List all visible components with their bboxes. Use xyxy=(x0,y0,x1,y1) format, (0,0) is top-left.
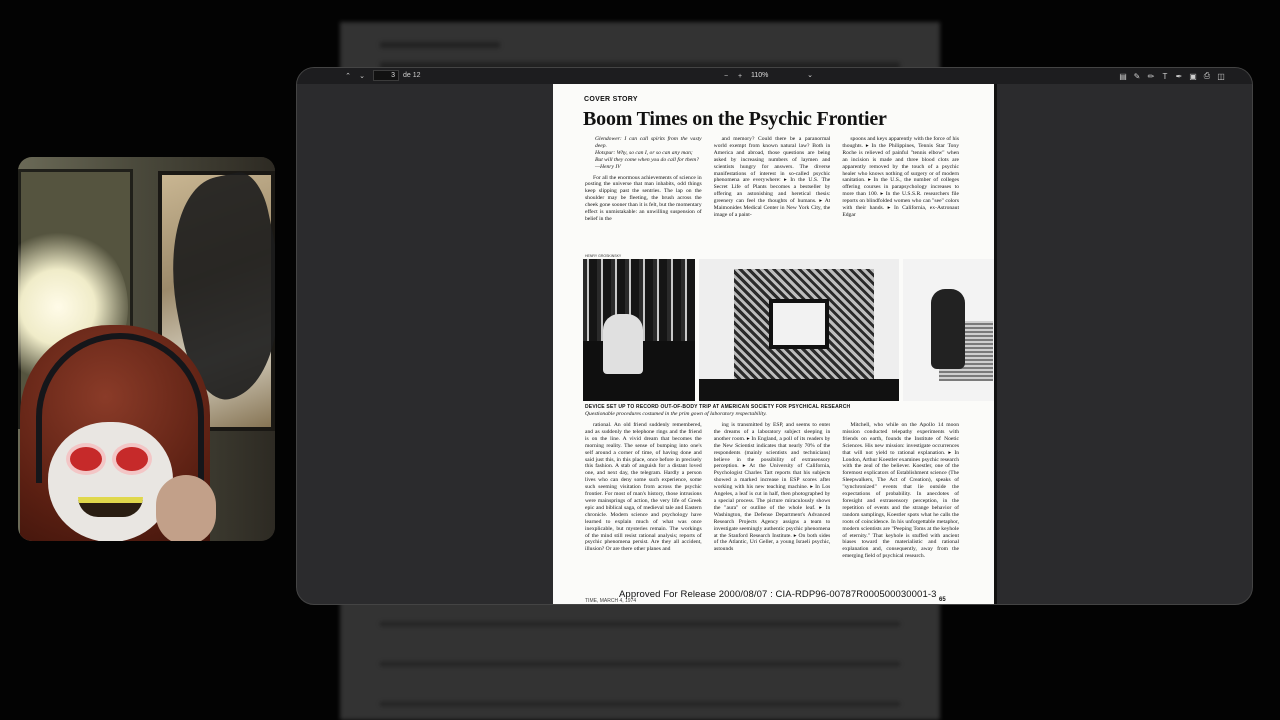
highlight-icon[interactable]: ✏ xyxy=(1147,71,1155,81)
image-icon[interactable]: ▣ xyxy=(1189,71,1197,81)
zoom-out-icon[interactable]: − xyxy=(723,72,729,80)
chevron-up-icon[interactable]: ⌃ xyxy=(345,73,351,80)
column-4 xyxy=(585,422,702,590)
webcam-mask-mouth xyxy=(78,497,143,517)
column-text: Mitchell, who while on the Apollo 14 moon mission conducted telepathy experiments with friends on earth, founds the Institute of Noetic Sciences. His new mission: investigate occurrences that will not yield to rational explanation. ▸ In London, Arthur Koestler examines psychic research with the zeal of the believer. Koestler, one of the foremost explicators of Establishment science (The Sleepwalkers, The Act of Creation), speaks of "synchronized" events that lie outside the expectations of probability. In anecdotes of foresight and extrasensory perception, in the repetition of events and the strange behavior of random samplings, Koestler spots what he calls the roots of coincidence. In his unforgettable metaphor, modern scientists are "Peeping Toms at the keyhole of eternity." That keyhole is stuffed with ancient biases toward the materialistic and rational explanation and, consequently, away from the emerging field of psychical research. xyxy=(842,422,960,560)
page-number: 65 xyxy=(939,597,946,603)
release-stamp: Approved For Release 2000/08/07 : CIA-RDP96-00787R000500030001-3 xyxy=(619,589,937,600)
article-headline: Boom Times on the Psychic Frontier xyxy=(583,108,887,130)
draw-icon[interactable]: ✒ xyxy=(1175,71,1183,81)
page-total-label: de 12 xyxy=(403,72,421,79)
zoom-select[interactable] xyxy=(749,70,817,81)
pdf-viewer-window xyxy=(296,67,1253,605)
right-tools xyxy=(1118,70,1226,82)
edit-icon[interactable]: ✎ xyxy=(1133,71,1141,81)
photo-caption-title: DEVICE SET UP TO RECORD OUT-OF-BODY TRIP AT AMERICAN SOCIETY FOR PSYCHICAL RESEARCH xyxy=(585,404,851,410)
photo-man xyxy=(931,289,965,369)
article-kicker: COVER STORY xyxy=(584,96,638,103)
photo-lab-woman xyxy=(583,259,695,401)
sidebar-icon[interactable]: ◫ xyxy=(1217,71,1225,81)
page-number-input[interactable]: 3 xyxy=(373,70,399,81)
column-5 xyxy=(714,422,831,590)
chevron-down-icon[interactable]: ⌄ xyxy=(359,73,365,80)
chevron-down-icon: ⌄ xyxy=(807,72,813,79)
column-2 xyxy=(714,136,831,260)
column-text: spoons and keys apparently with the force of his thoughts. ▸ In the Philippines, Tennis Star Tony Roche is relieved of painful "tennis elbow" when an incision is made and three blood clots are apparently removed by the touch of a psychic healer who knows nothing of surgery or of modern sanitation. ▸ In the U.S., the number of colleges offering courses in parapsychology increases to more than 100. ▸ In the U.S.S.R. researchers file reports on blindfolded women who can "see" colors with their hands. ▸ In California, ex-Astronaut Edgar xyxy=(842,136,960,218)
photo-strip xyxy=(583,259,995,401)
column-1 xyxy=(585,136,702,260)
photo-base xyxy=(699,379,899,401)
top-columns xyxy=(585,136,959,260)
comment-icon[interactable]: ▤ xyxy=(1119,71,1127,81)
bottom-columns xyxy=(585,422,959,590)
page-footer: TIME, MARCH 4, 1974 xyxy=(585,598,637,604)
print-icon[interactable]: ⎙ xyxy=(1203,71,1211,80)
epigraph-line: But will they come when you do call for them? xyxy=(595,156,699,163)
column-text: and memory? Could there be a paranormal world exempt from known natural law? Both in America and abroad, those questions are being asked by increasing numbers of laymen and scientists hungry for answers. The diverse manifestations of interest in so-called psychic phenomena are everywhere: ▸ In the U.S. The Secret Life of Plants becomes a bestseller by offering an astonishing and heretical thesis: greenery can feel the thoughts of humans. ▸ At Maimonides Medical Center in New York City, the image of a paint- xyxy=(713,136,831,218)
column-text: For all the enormous achievements of science in posting the universe that man inhabits, odd things keep slipping past the sentries. The lap on the shoulder may be fleeting, the brush across the cheek gone sooner than it is felt, but the momentary effect is unmistakable: an unwilling suspension of belief in the xyxy=(585,174,702,222)
webcam-mask-eye-left xyxy=(70,447,102,471)
column-6 xyxy=(842,422,959,590)
photo-device xyxy=(699,259,899,401)
webcam-mask xyxy=(48,422,173,541)
text-icon[interactable]: T xyxy=(1162,71,1168,81)
webcam-hand xyxy=(156,475,216,541)
photo-person xyxy=(603,314,643,374)
epigraph-attribution: —Henry IV xyxy=(595,163,621,170)
column-text: rational. An old friend suddenly remembered, and as suddenly the telephone rings and the friend is on the line. A vivid dream that becomes the morning reality. The sense of bumping into one's self around a corner of time, of having done and said just this, in this place, once before in precisely this fashion. A stab of anguish for a distant loved one, and next day, the telegram. Hardly a person lives who can deny some such experience, some such seeming visitation from across the psychic frontier. For most of man's history, those intrusions were mainsprings of action, the very life of Greek epic and biblical saga, of medieval tale and Eastern chronicle. Modern science and psychology have learned to explain much of what was once inexplicable, but mysteries remain. The workings of the mind still resist rational analysis; reports of psychic phenomena persist. Are they all accident, illusion? Or are there other planes and xyxy=(585,422,702,553)
photo-caption-text: Questionable procedures costumed in the prim gown of laboratory respectability. xyxy=(585,411,767,417)
epigraph-line: Hotspur: Why, so can I, or so can any man; xyxy=(595,149,693,156)
photo-seated-man xyxy=(903,259,995,401)
epigraph-line: Glendower: I can call spirits from the vasty deep. xyxy=(595,136,702,149)
column-text: ing is transmitted by ESP, and seems to enter the dreams of a laboratory subject sleeping in another room. ▸ In England, a poll of its readers by the New Scientist indicates that nearly 70% of the respondents (mainly scientists and technicians) believe in the possibility of extrasensory perception. ▸ At the University of California, Psychologist Charles Tart reports that his subjects showed a marked increase in ESP scores after working with his new teaching machine. ▸ In Los Angeles, a leaf is cut in half, then photographed by a special process. The picture miraculously shows the "aura" or outline of the whole leaf. ▸ In Washington, the Defense Department's Advanced Research Projects Agency assigns a team to investigate seemingly authentic psychic phenomena at the Stanford Research Institute. ▸ On both sides of the Atlantic, Uri Geller, a young Israeli psychic, astounds xyxy=(713,422,831,553)
zoom-in-icon[interactable]: + xyxy=(737,72,743,80)
viewer-toolbar xyxy=(297,68,1252,84)
webcam-feed xyxy=(18,157,275,541)
photo-machine-box xyxy=(769,299,829,349)
photo-credit: HENRY GROSKINSKY xyxy=(585,254,622,258)
column-3 xyxy=(842,136,959,260)
webcam-mask-eye-right xyxy=(116,447,148,471)
zoom-value: 110% xyxy=(751,72,769,79)
document-page xyxy=(553,84,997,605)
